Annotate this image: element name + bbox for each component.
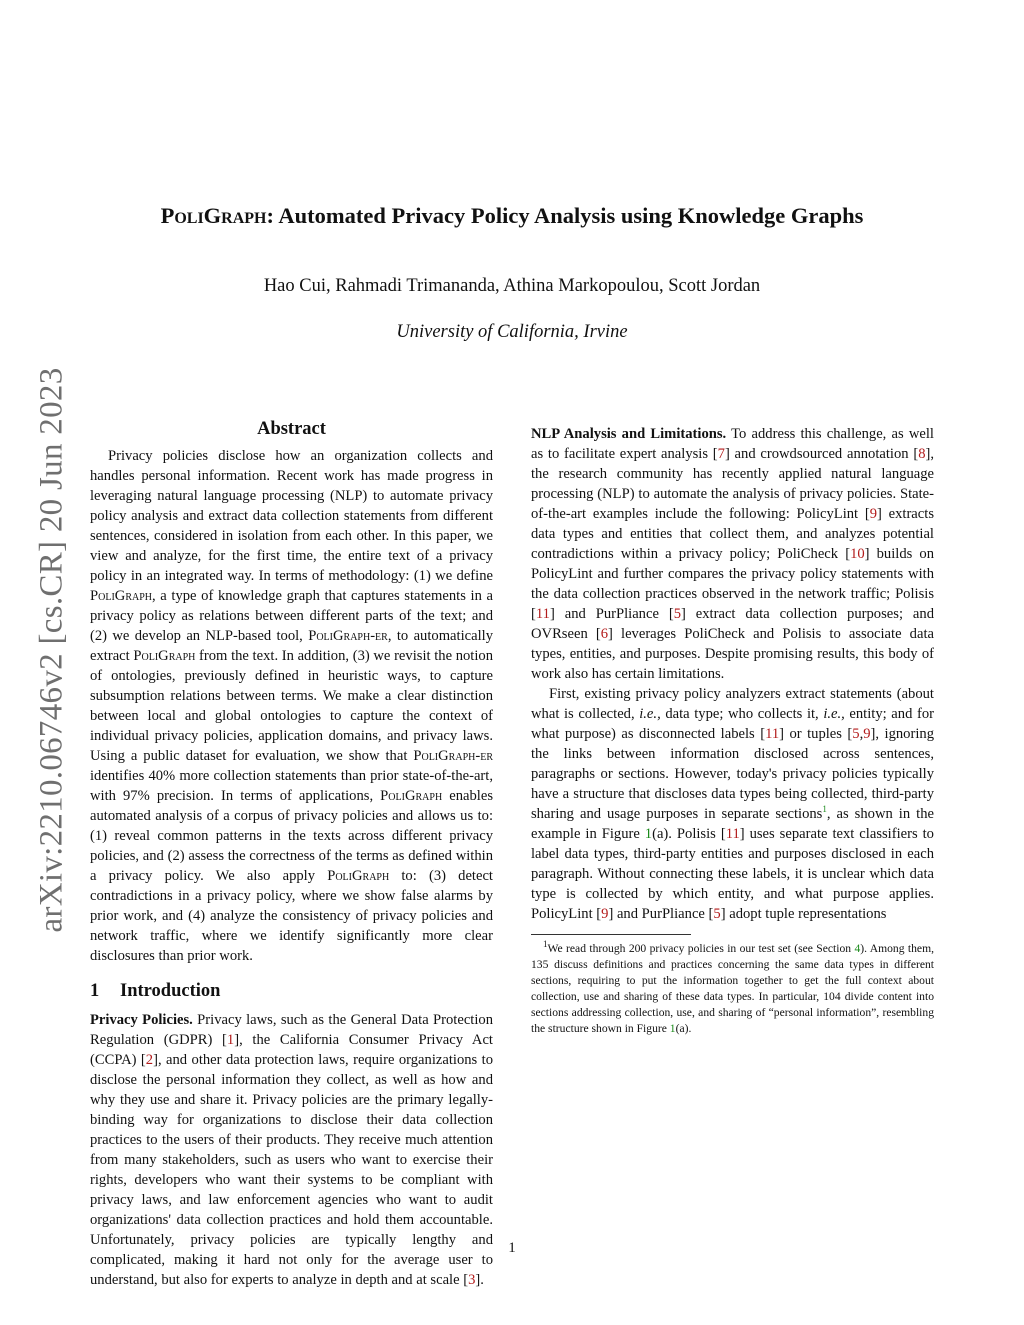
abstract-body (90, 446, 493, 966)
title-system-name: PoliGraph (160, 203, 267, 228)
citation-link[interactable]: 6 (600, 626, 609, 642)
section-heading-introduction (90, 980, 493, 1002)
tool-name: PoliGraph-er (413, 748, 493, 764)
paper-title (0, 203, 1024, 229)
citation-link[interactable]: 9 (863, 726, 871, 742)
arxiv-sidebar (30, 360, 74, 940)
footnote-divider (531, 934, 691, 935)
body-text: ] extract data collection purposes; and OVRseen [ (531, 606, 934, 642)
italic-text: i.e., (639, 706, 661, 722)
body-text: ] and PurPliance [ (549, 606, 674, 622)
citation-link[interactable]: 5 (713, 906, 721, 922)
footnote-number: 1 (543, 939, 548, 950)
left-column (90, 418, 493, 1290)
citation-link[interactable]: 2 (145, 1052, 154, 1068)
system-name: PoliGraph (327, 868, 390, 884)
abstract-text: identifies 40% more collection statements than prior state-of-the-art, with 97% precision. In terms of applications, (90, 768, 493, 804)
body-text: ] adopt tuple representations (720, 906, 887, 922)
abstract-text: enables automated analysis of a corpus of privacy policies and allows us to: (1) reveal common patterns in the texts across different privacy policies, and (2) assess the correctness of the terms as defined within a privacy policy. We also apply (90, 788, 493, 884)
run-in-heading: Privacy Policies. (90, 1012, 193, 1028)
footnote-text: (a). (675, 1022, 692, 1035)
section-title: Introduction (120, 981, 221, 1001)
body-text: ] builds on PolicyLint and further compares the privacy policy statements with the data collection practices observed in the network traffic; Polisis [ (531, 546, 935, 622)
body-text: ], ignoring the links between information disclosed across sentences, paragraphs or sections. However, today's privacy policies typically have a structure that discloses data types being collected, third-party sharing and usage purposes in separate sections (531, 726, 934, 822)
system-name: PoliGraph (380, 788, 443, 804)
page-number: 1 (508, 1240, 516, 1256)
footnote-marker[interactable]: 1 (822, 804, 827, 815)
body-text: ], the research community has recently applied natural language processing (NLP) to automate the analysis of privacy policies. State-of-the-art examples include the following: PolicyLint [ (531, 446, 934, 522)
body-text: First, existing privacy policy analyzers extract statements (about what is collected, (531, 686, 934, 722)
citation-link[interactable]: 10 (850, 546, 865, 562)
citation-link[interactable]: 5 (852, 726, 860, 742)
intro-paragraph-first-limitation (531, 684, 934, 924)
citation-link[interactable]: 11 (535, 606, 550, 622)
body-text: ] and crowdsourced annotation [ (724, 446, 919, 462)
body-text: ]. (475, 1272, 484, 1288)
abstract-text: from the text. In addition, (3) we revisit the notion of ontologies, previously defined in heuristic ways, to capture subsumption relations between terms. We make a clear distinction between local and global ontologies to capture the context of individual privacy policies, application domains, and privacy laws. Using a public dataset for evaluation, we show that (90, 648, 494, 764)
body-text: entity; and for what purpose) as disconnected labels [ (531, 706, 934, 742)
abstract-text: , a type of knowledge graph that captures statements in a privacy policy as relations between different parts of the text; and (2) we develop an NLP-based tool, (90, 588, 493, 644)
citation-link[interactable]: 7 (717, 446, 725, 462)
section-reference-link[interactable]: 4 (854, 942, 861, 955)
body-text: ] and PurPliance [ (608, 906, 714, 922)
body-text: ] or tuples [ (779, 726, 853, 742)
abstract-text: Privacy policies disclose how an organization collects and handles personal information. Recent work has made progress in leveraging natural language processing (NLP) to automate privacy policy analysis and extract data collection statements from different sentences, considered in isolation from each other. In this paper, we view and analyze, for the first time, the entire text of a privacy policy in an integrated way. In terms of methodology: (1) we define (90, 448, 493, 584)
citation-link[interactable]: 1 (226, 1032, 235, 1048)
body-text: ], and other data protection laws, require organizations to disclose the personal information they collect, as well as how and why they use and share it. Privacy policies are the primary legally-binding way for organizations to disclose their data collection practices to the users of their products. They receive much attention from many stakeholders, such as users who want to exercise their rights, developers who want their systems to be compliant with privacy laws, and law enforcement agencies who want to audit organizations' data collection practices and hold them accountable. Unfortunately, privacy policies are typically lengthy and complicated, making it hard not only for the average user to understand, but also for experts to analyze in depth and at scale [ (90, 1052, 493, 1288)
citation-link[interactable]: 11 (725, 826, 740, 842)
footnote-text: ). Among them, 135 discuss definitions and practices concerning the same data types in different sections, requiring to put the information together to get the full context about collection, use and sharing of these data types. In particular, 104 divide content into sections addressing collection, use, and sharing of “personal information”, resembling the structure shown in Figure (531, 942, 934, 1035)
footnote-text: We read through 200 privacy policies in our test set (see Section (547, 942, 855, 955)
body-text: , (859, 726, 864, 742)
body-text: (a). Polisis [ (652, 826, 726, 842)
abstract-text: to: (3) detect contradictions in a privacy policy, where we show false alarms by prior work, and (4) analyze the consistency of privacy policies and network traffic, where we identify significantly more clear disclosures than prior work. (90, 868, 493, 964)
footnote (531, 941, 934, 1037)
body-text: ] leverages PoliCheck and Polisis to associate data types, entities, and purposes. Despite promising results, this body of work also has certain limitations. (531, 626, 934, 682)
figure-reference-link[interactable]: 1 (669, 1022, 676, 1035)
abstract-text: , to automatically extract (90, 628, 493, 664)
title-rest: : Automated Privacy Policy Analysis using Knowledge Graphs (266, 203, 864, 228)
figure-reference-link[interactable]: 1 (644, 826, 653, 842)
citation-link[interactable]: 8 (918, 446, 926, 462)
body-text: ], the California Consumer Privacy Act (CCPA) [ (90, 1032, 493, 1068)
body-text: ] extracts data types and entities that collect them, and analyzes potential contradictions within a privacy policy; PoliCheck [ (531, 506, 934, 562)
author-list: Hao Cui, Rahmadi Trimananda, Athina Markopoulou, Scott Jordan (263, 276, 761, 296)
run-in-heading: NLP Analysis and Limitations. (531, 426, 727, 442)
section-number: 1 (90, 981, 100, 1001)
system-name: PoliGraph (90, 588, 152, 604)
body-text: ] uses separate text classifiers to label data types, third-party entities and purposes disclosed in each paragraph. Without connecting these labels, it is unclear which data type is collected by which entity, and what purpose applies. PolicyLint [ (531, 826, 934, 922)
citation-link[interactable]: 11 (765, 726, 780, 742)
abstract-heading: Abstract (257, 419, 326, 439)
body-text: data type; who collects it, (660, 706, 824, 722)
right-column (531, 420, 934, 1037)
body-text: Privacy laws, such as the General Data Protection Regulation (GDPR) [ (90, 1012, 494, 1048)
citation-link[interactable]: 9 (869, 506, 878, 522)
body-text: , as shown in the example in Figure (531, 806, 934, 842)
italic-text: i.e., (823, 706, 845, 722)
citation-link[interactable]: 3 (468, 1272, 476, 1288)
citation-link[interactable]: 5 (673, 606, 681, 622)
affiliation: University of California, Irvine (396, 322, 628, 342)
body-text: To address this challenge, as well as to facilitate expert analysis [ (531, 426, 934, 462)
arxiv-identifier: arXiv:2210.06746v2 [cs.CR] 20 Jun 2023 (33, 367, 70, 933)
citation-link[interactable]: 9 (601, 906, 609, 922)
system-name: PoliGraph (133, 648, 196, 664)
tool-name: PoliGraph-er (308, 628, 388, 644)
intro-paragraph-nlp-analysis (531, 424, 934, 684)
